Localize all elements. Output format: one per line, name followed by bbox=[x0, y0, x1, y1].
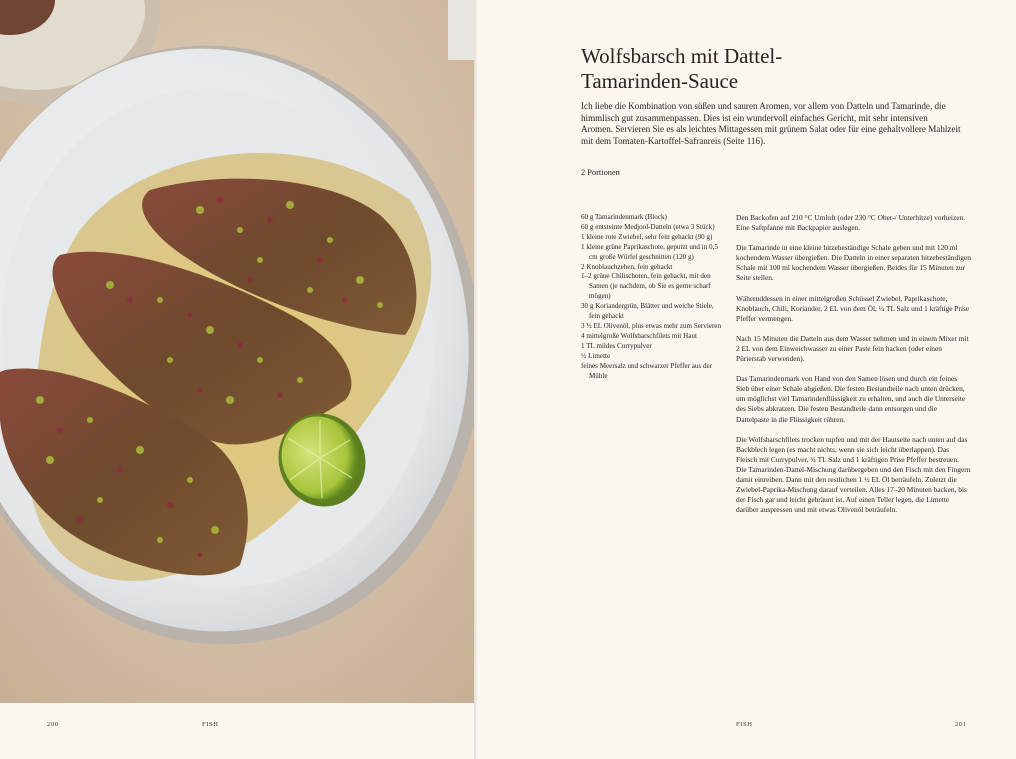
method-step: Den Backofen auf 210 °C Umluft (oder 230 °C Ober-/ Unterhitze) vorheizen. Eine Saftpfanne mit Backpapier auslegen. bbox=[736, 213, 966, 233]
sea-bass-dish-image bbox=[0, 0, 474, 703]
servings: 2 Portionen bbox=[581, 168, 620, 177]
method-step: Nach 15 Minuten die Datteln aus dem Wasser nehmen und in einem Mixer mit 2 EL von dem Einweichwasser zu einer Paste fein hacken (oder einen Pürierstab verwenden). bbox=[736, 333, 969, 364]
recipe-intro: Ich liebe die Kombination von süßen und sauren Aromen, vor allem von Datteln und Tamarinde, die himmlisch gut zusammenpassen. Dies ist ein wundervoll einfaches Gericht, mit sehr intensiven Aromen. Servieren Sie es als leichtes Mittagessen mit grünem Salat oder für eine gehaltvollere Mahlzeit mit dem Tomaten-Kartoffel-Safranreis (Seite 116). bbox=[581, 101, 961, 146]
recipe-photo bbox=[0, 0, 474, 703]
method-step: Währenddessen in einer mittelgroßen Schüssel Zwiebel, Paprikaschote, Knoblauch, Chili, Koriander, 2 EL von dem Öl, ¼ TL Salz und 1 kräftige Prise Pfeffer vermengen. bbox=[736, 293, 970, 323]
page-gutter bbox=[474, 0, 478, 759]
recipe-title bbox=[581, 44, 961, 94]
recipe-title-line-1: Wolfsbarsch mit Dattel- bbox=[581, 44, 783, 68]
page-number-left: 200 bbox=[47, 721, 59, 728]
ingredient-list bbox=[581, 213, 721, 381]
ingredient-item: 30 g Koriandergrün, Blätter und weiche Stiele, fein gehackt bbox=[581, 302, 714, 321]
section-label-left: FISH bbox=[202, 721, 219, 728]
method-step: Das Tamarindenmark von Hand von den Samen lösen und durch ein feines Sieb über einer Schale abgießen. Die festen Bestandteile nach unten drücken, um möglichst viel Tamarindenflüssigkeit zu erhalten, und auch die Unterseite des Siebs abkratzen. Die festen Bestandteile dann entsorgen und die Dattelpaste in die Flüssigkeit rühren. bbox=[736, 374, 966, 424]
ingredient-item: feines Meersalz und schwarzer Pfeffer aus der Mühle bbox=[581, 361, 713, 380]
recipe-title-line-2: Tamarinden-Sauce bbox=[581, 69, 739, 93]
ingredient-item: 2 Knoblauchzehen, fein gehackt bbox=[581, 262, 673, 271]
ingredient-item: ½ Limette bbox=[581, 351, 611, 360]
section-label-right: FISH bbox=[736, 721, 753, 728]
method-steps bbox=[736, 213, 971, 525]
ingredient-item: 4 mittelgroße Wolfsbarschfilets mit Haut bbox=[581, 331, 697, 340]
ingredient-item: 1 TL mildes Currypulver bbox=[581, 341, 652, 350]
ingredient-item: 1–2 grüne Chilischoten, fein gehackt, mit den Samen (je nachdem, ob Sie es gerne scharf mögen) bbox=[581, 272, 711, 301]
ingredient-item: 1 kleine grüne Paprikaschote, geputzt und in 0,5 cm große Würfel geschnitten (120 g) bbox=[581, 242, 718, 261]
ingredient-item: 1 kleine rote Zwiebel, sehr fein gehackt (90 g) bbox=[581, 232, 713, 241]
ingredient-item: 60 g Tamarindenmark (Block) bbox=[581, 213, 667, 221]
page-number-right: 201 bbox=[955, 721, 967, 728]
ingredient-item: 60 g entsteinte Medjool-Datteln (etwa 3 Stück) bbox=[581, 222, 715, 231]
ingredient-item: 3 ½ EL Olivenöl, plus etwas mehr zum Servieren bbox=[581, 321, 722, 330]
method-step: Die Tamarinde in eine kleine hitzebeständige Schale geben und mit 120 ml kochendem Wasser übergießen. Die Datteln in einer separaten hitzebeständigen Schale mit 100 ml kochendem Wasser übergießen. Beides für 15 Minuten zur Seite stellen. bbox=[736, 243, 971, 283]
method-step: Die Wolfsbarschfilets trocken tupfen und mit der Hautseite nach unten auf das Backblech legen (es macht nichts, wenn sie sich leicht überlappen). Das Fleisch mit Currypulver, ¾ TL Salz und 1 kräftigen Prise Pfeffer bestreuen. Die Tamarinden-Dattel-Mischung darübergeben und den Fisch mit den Fingern damit einreiben. Dann mit den restlichen 1 ½ EL Öl beträufeln. Zuletzt die Zwiebel-Paprika-Mischung darauf verteilen. Alles 17–20 Minuten backen, bis der Fisch gar und leicht gebräunt ist. Auf einen Teller legen, die Limette darüber auspressen und mit etwas Olivenöl beträufeln. bbox=[736, 434, 971, 515]
